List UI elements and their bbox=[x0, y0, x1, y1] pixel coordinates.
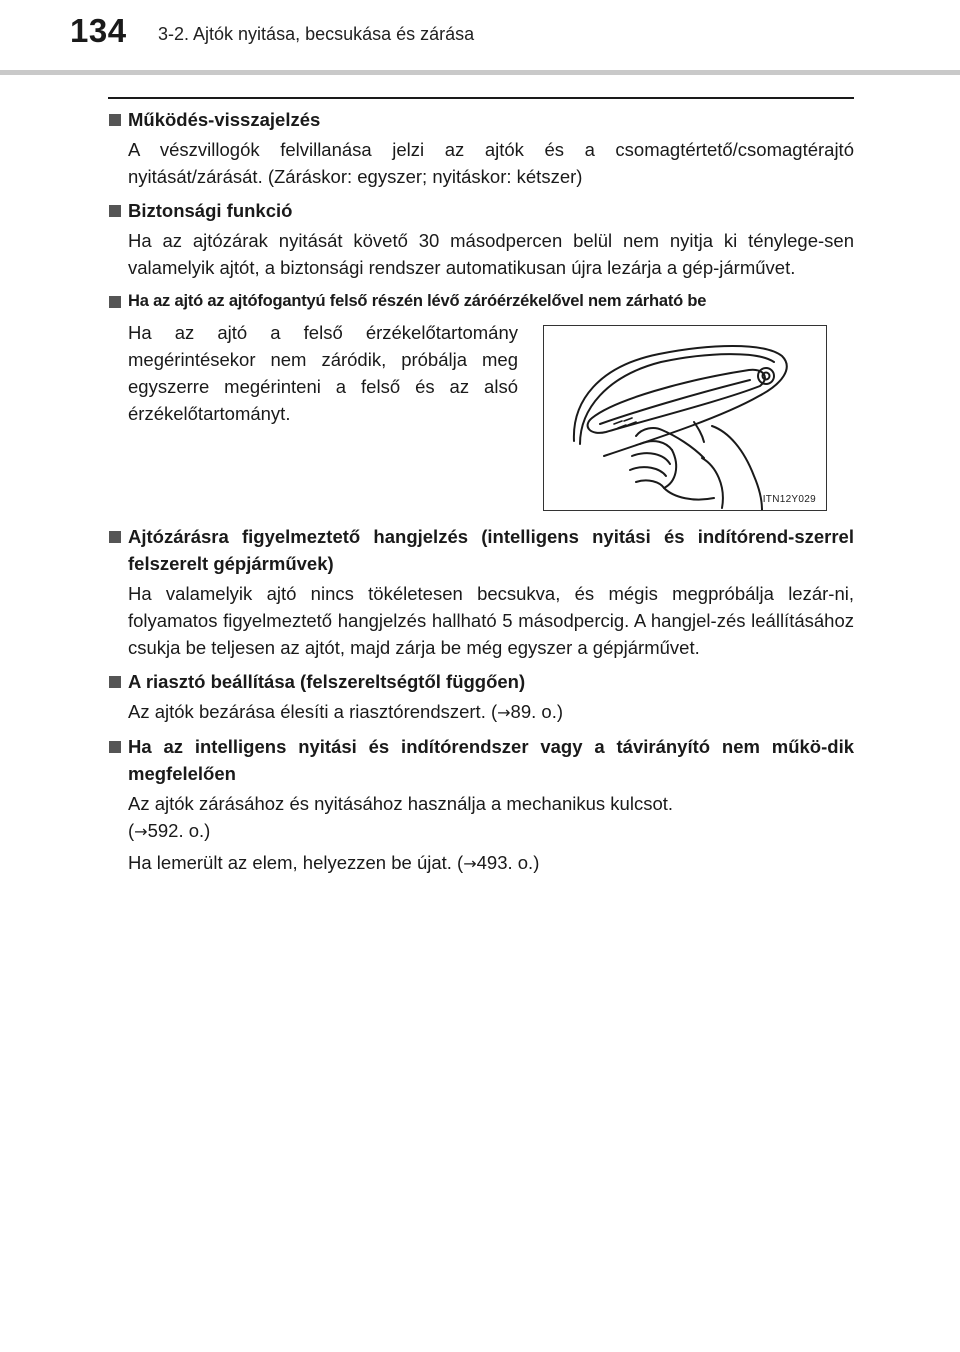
section-heading: A riasztó beállítása (felszereltségtől függően) bbox=[108, 668, 854, 695]
square-bullet-icon bbox=[109, 114, 121, 126]
door-handle-hand-icon bbox=[544, 326, 826, 510]
figure-code: ITN12Y029 bbox=[762, 494, 816, 505]
section-heading: Működés-visszajelzés bbox=[108, 106, 854, 133]
square-bullet-icon bbox=[109, 296, 121, 308]
arrow-right-icon: → bbox=[463, 854, 477, 873]
figure-row bbox=[108, 319, 854, 515]
section-paragraph: Ha az ajtózárak nyitását követő 30 másodpercen belül nem nyitja ki ténylege-sen valamelyik ajtót, a biztonsági rendszer automatikusan újra lezárja a gép-járművet. bbox=[128, 230, 854, 278]
section-paragraph: Ha lemerült az elem, helyezzen be újat. (→493. o.) bbox=[128, 852, 540, 873]
page-reference[interactable]: 592. o.) bbox=[147, 820, 211, 841]
chapter-title: 3-2. Ajtók nyitása, becsukása és zárása bbox=[158, 24, 475, 44]
square-bullet-icon bbox=[109, 531, 121, 543]
section-rule bbox=[108, 97, 854, 99]
page-content bbox=[108, 106, 854, 884]
page-number: 134 bbox=[70, 12, 127, 49]
header-band bbox=[0, 70, 960, 75]
section-heading: Ha az intelligens nyitási és indítórendszer vagy a távirányító nem műkö-dik megfelelően bbox=[108, 733, 854, 787]
section-safety-function bbox=[108, 197, 854, 281]
section-heading: Biztonsági funkció bbox=[108, 197, 854, 224]
square-bullet-icon bbox=[109, 205, 121, 217]
page-header bbox=[0, 0, 960, 78]
section-alarm-setting bbox=[108, 668, 854, 726]
arrow-right-icon: → bbox=[134, 822, 148, 841]
section-paragraph: Az ajtók bezárása élesíti a riasztórendszert. (→89. o.) bbox=[128, 701, 563, 722]
section-malfunction bbox=[108, 733, 854, 877]
page-reference[interactable]: 493. o.) bbox=[476, 852, 540, 873]
section-paragraph: Ha valamelyik ajtó nincs tökéletesen becsukva, és mégis megpróbálja lezár-ni, folyamatos figyelmeztető hangjelzés hallható 5 másodpercig. A hangjel-zés leállításához csukja be teljesen az ajtót, majd zárja be még egyszer a gépjárművet. bbox=[128, 583, 854, 658]
section-operation-feedback bbox=[108, 106, 854, 190]
door-handle-illustration bbox=[543, 325, 827, 511]
section-paragraph: A vészvillogók felvillanása jelzi az ajtók és a csomagtértető/csomagtérajtó nyitását/zárását. (Záráskor: egyszer; nyitáskor: kétszer) bbox=[128, 139, 854, 187]
square-bullet-icon bbox=[109, 676, 121, 688]
section-lock-warning-buzzer bbox=[108, 523, 854, 661]
arrow-right-icon: → bbox=[497, 703, 511, 722]
section-lock-sensor bbox=[108, 288, 854, 515]
section-heading: Ha az ajtó az ajtófogantyú felső részén lévő záróérzékelővel nem zárható be bbox=[108, 288, 854, 315]
section-heading: Ajtózárásra figyelmeztető hangjelzés (intelligens nyitási és indítórend-szerrel felszerelt gépjárművek) bbox=[108, 523, 854, 577]
section-paragraph: Az ajtók zárásához és nyitásához használja a mechanikus kulcsot. (→592. o.) bbox=[128, 793, 674, 841]
square-bullet-icon bbox=[109, 741, 121, 753]
page-reference[interactable]: 89. o.) bbox=[510, 701, 563, 722]
figure-caption-text: Ha az ajtó a felső érzékelőtartomány megérintésekor nem záródik, próbálja meg egyszerre megérinteni a felső és az alsó érzékelőtartományt. bbox=[128, 322, 518, 424]
